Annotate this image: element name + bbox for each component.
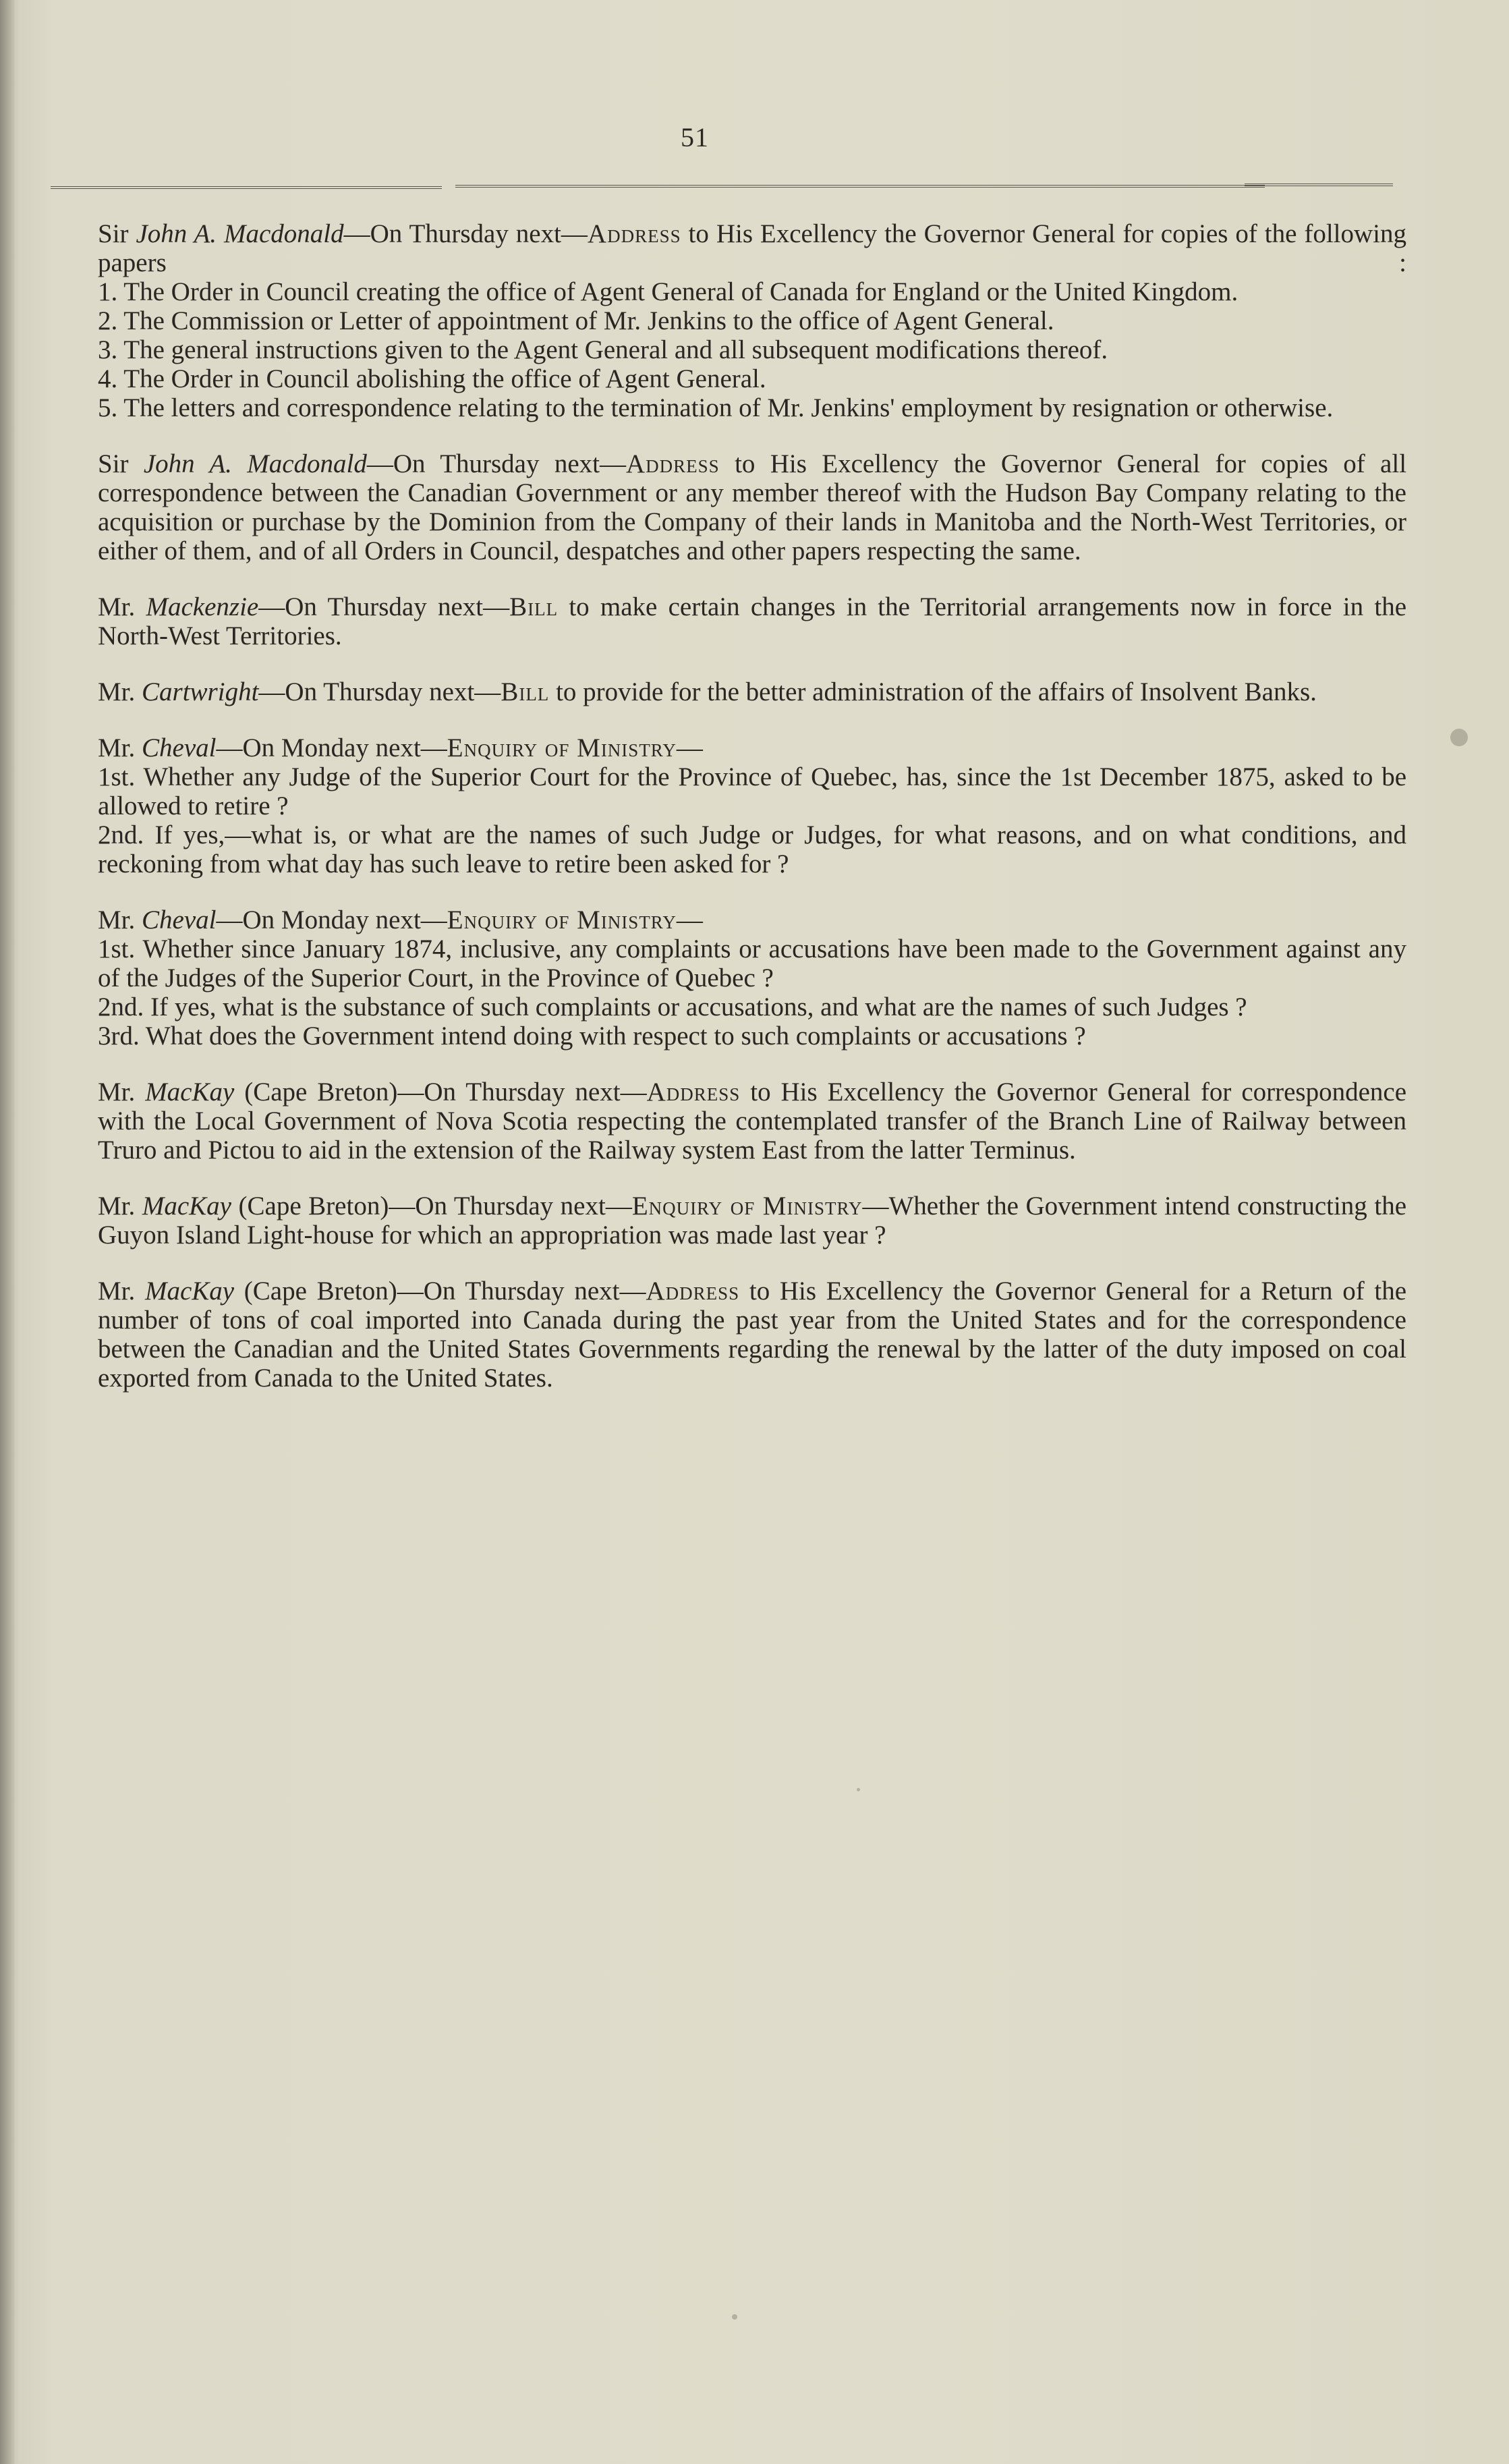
notice-item: 3. The general instructions given to the Agent General and all subsequent modifications thereof. <box>98 335 1108 364</box>
notice-entry <box>47 1192 1406 1250</box>
member-title: Mr. <box>98 677 136 706</box>
notice-item: 1st. Whether any Judge of the Superior Court for the Province of Quebec, has, since the 1st December 1875, asked to be allowed to retire ? <box>98 762 1406 820</box>
motion-type: Enquiry of Ministry <box>631 1192 863 1221</box>
notice-text: to His Excellency the Governor General for copies of all correspondence between the Canadian Government or any member thereof with the Hudson Bay Company relating to the acquisition or purchase by the Dominion from the Company of their lands in Manitoba and the North-West Territories, or either of them, and of all Orders in Council, despatches and other papers respecting the same. <box>98 449 1407 565</box>
notice-entry <box>47 1077 1406 1165</box>
member-name: Cheval <box>142 733 217 762</box>
paper-blemish <box>1450 729 1468 746</box>
notice-timing: —On Thursday next— <box>366 449 626 478</box>
notice-timing: —On Thursday next— <box>258 592 510 621</box>
notice-item: 4. The Order in Council abolishing the office of Agent General. <box>98 364 766 393</box>
notice-text: to His Excellency the Governor General for a Return of the number of tons of coal imported into Canada during the past year from the United States and for the correspondence between the Canadian and the United States Governments regarding the renewal by the latter of the duty imposed on coal exported from Canada to the United States. <box>98 1277 1407 1393</box>
paper-blemish <box>732 2314 737 2320</box>
notice-timing: (Cape Breton)—On Thursday next— <box>234 1077 647 1107</box>
member-name: MacKay <box>144 1277 235 1306</box>
notice-timing: —On Monday next— <box>216 733 447 762</box>
notice-entry <box>47 449 1406 565</box>
member-name: MacKay <box>145 1077 235 1107</box>
notice-text: to His Excellency the Governor General for correspondence with the Local Government of Nova Scotia respecting the contemplated transfer of the Branch Line of Railway between Truro and Pictou to aid in the extension of the Railway system East from the latter Terminus. <box>98 1077 1407 1165</box>
member-name: John A. Macdonald <box>136 219 344 248</box>
member-name: John A. Macdonald <box>143 449 367 478</box>
motion-type: Bill <box>501 677 550 706</box>
motion-type: Address <box>587 219 681 248</box>
member-title: Sir <box>98 449 129 478</box>
notice-timing: —On Monday next— <box>216 905 447 934</box>
notice-timing: —On Thursday next— <box>343 219 588 248</box>
notice-text: to provide for the better administration of the affairs of Insolvent Banks. <box>556 677 1317 706</box>
motion-type: Address <box>646 1277 740 1306</box>
notice-item: 5. The letters and correspondence relating to the termination of Mr. Jenkins' employment by resignation or otherwise. <box>98 393 1334 422</box>
notice-entry: Mr. Cheval—On Monday next—Enquiry of Ministry— 1st. Whether any Judge of the Superior Court for the Province of Quebec, has, since the 1st December 1875, asked to be allowed to retire ? 2nd. If yes,—what is, or what are the names of such Judge or Judges, for what reasons, and on what conditions, and reckoning from what day has such leave to retire been asked for ? <box>47 733 1406 878</box>
member-name: Mackenzie <box>146 592 259 621</box>
motion-type: Address <box>626 449 720 478</box>
notice-item: 2nd. If yes, what is the substance of such complaints or accusations, and what are the names of such Judges ? <box>98 992 1247 1021</box>
notice-text: to His Excellency the Governor General for copies of the following papers : <box>98 219 1407 277</box>
notices-body <box>47 219 1406 1411</box>
motion-type: Bill <box>509 592 559 621</box>
notice-entry <box>47 677 1406 706</box>
paper-blemish <box>857 1788 860 1791</box>
notice-text: —Whether the Government intend constructing the Guyon Island Light-house for which an appropriation was made last year ? <box>98 1192 1407 1250</box>
member-title: Mr. <box>98 733 136 762</box>
notice-item: 3rd. What does the Government intend doing with respect to such complaints or accusations ? <box>98 1021 1086 1051</box>
notice-entry <box>47 219 1406 422</box>
header-rule <box>51 184 1393 204</box>
motion-type: Enquiry of Ministry <box>447 733 677 762</box>
page-number: 51 <box>681 122 709 152</box>
notice-entry <box>47 592 1406 650</box>
notice-text: to make certain changes in the Territorial arrangements now in force in the North-West Territories. <box>98 592 1406 650</box>
motion-type: Address <box>646 1077 741 1107</box>
notice-entry <box>47 1277 1406 1393</box>
motion-type: Enquiry of Ministry <box>447 905 677 934</box>
notice-item: 1st. Whether since January 1874, inclusive, any complaints or accusations have been made to the Government against any of the Judges of the Superior Court, in the Province of Quebec ? <box>98 934 1406 992</box>
member-title: Mr. <box>98 1192 136 1221</box>
notice-item: 2. The Commission or Letter of appointment of Mr. Jenkins to the office of Agent General. <box>98 306 1054 335</box>
notice-timing: (Cape Breton)—On Thursday next— <box>231 1192 632 1221</box>
notice-timing: (Cape Breton)—On Thursday next— <box>234 1277 646 1306</box>
member-title: Sir <box>98 219 129 248</box>
notice-entry: Mr. Cheval—On Monday next—Enquiry of Ministry— 1st. Whether since January 1874, inclusive, any complaints or accusations have been made to the Government against any of the Judges of the Superior Court, in the Province of Quebec ? 2nd. If yes, what is the substance of such complaints or accusations, and what are the names of such Judges ? 3rd. What does the Government intend doing with respect to such complaints or accusations ? <box>47 905 1406 1051</box>
notice-item: 2nd. If yes,—what is, or what are the names of such Judge or Judges, for what reasons, and on what conditions, and reckoning from what day has such leave to retire been asked for ? <box>98 820 1406 878</box>
notice-timing: —On Thursday next— <box>258 677 501 706</box>
member-title: Mr. <box>98 1077 136 1107</box>
member-name: Cheval <box>142 905 217 934</box>
page-binding-edge <box>0 0 15 2464</box>
member-name: Cartwright <box>142 677 259 706</box>
member-title: Mr. <box>98 592 136 621</box>
member-title: Mr. <box>98 1277 136 1306</box>
member-title: Mr. <box>98 905 136 934</box>
notice-item: 1. The Order in Council creating the office of Agent General of Canada for England or the United Kingdom. <box>98 277 1238 306</box>
member-name: MacKay <box>142 1192 231 1221</box>
